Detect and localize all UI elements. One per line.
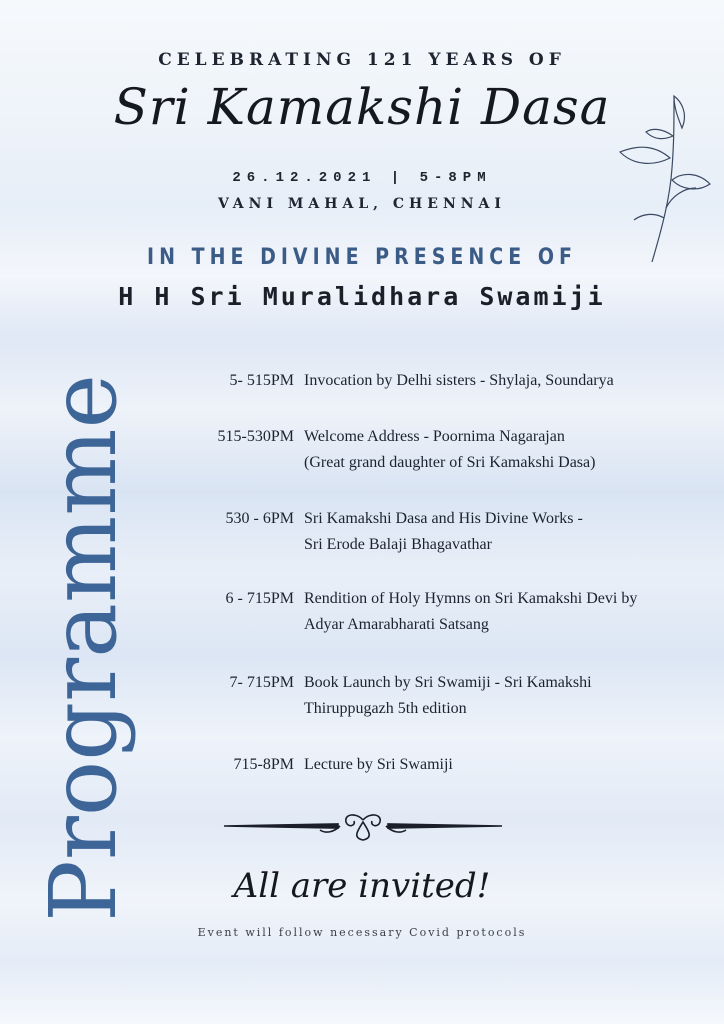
event-date-time: 26.12.2021 | 5-8PM (232, 170, 492, 186)
item-line: Rendition of Holy Hymns on Sri Kamakshi Devi by (304, 590, 638, 607)
programme-heading: Programme (30, 374, 137, 922)
item-description (304, 586, 704, 638)
event-title: Sri Kamakshi Dasa (113, 78, 611, 136)
item-line: Lecture by Sri Swamiji (304, 756, 453, 773)
item-line: (Great grand daughter of Sri Kamakshi Dasa) (304, 454, 596, 471)
item-line: Welcome Address - Poornima Nagarajan (304, 428, 565, 445)
item-line: Thiruppugazh 5th edition (304, 700, 467, 717)
guest-name: H H Sri Muralidhara Swamiji (118, 282, 606, 311)
item-time: 6 - 715PM (225, 590, 294, 607)
item-line: Adyar Amarabharati Satsang (304, 616, 489, 633)
event-kicker: CELEBRATING 121 YEARS OF (158, 50, 566, 70)
item-time: 515-530PM (217, 428, 294, 445)
item-description (304, 752, 704, 778)
item-time: 530 - 6PM (225, 510, 294, 527)
item-line: Sri Erode Balaji Bhagavathar (304, 536, 492, 553)
item-description (304, 506, 704, 558)
invitation-text: All are invited! (233, 866, 491, 906)
item-time: 5- 515PM (229, 372, 294, 389)
ornamental-divider-icon (222, 808, 504, 844)
item-line: Invocation by Delhi sisters - Shylaja, Soundarya (304, 372, 614, 389)
item-description (304, 670, 704, 722)
item-time: 7- 715PM (229, 674, 294, 691)
item-time: 715-8PM (233, 756, 294, 773)
presence-label: IN THE DIVINE PRESENCE OF (147, 244, 577, 270)
item-description (304, 424, 704, 476)
event-venue: VANI MAHAL, CHENNAI (218, 196, 506, 212)
item-line: Sri Kamakshi Dasa and His Divine Works - (304, 510, 583, 527)
item-line: Book Launch by Sri Swamiji - Sri Kamakshi (304, 674, 592, 691)
covid-note: Event will follow necessary Covid protocols (197, 926, 527, 939)
item-description (304, 368, 704, 394)
